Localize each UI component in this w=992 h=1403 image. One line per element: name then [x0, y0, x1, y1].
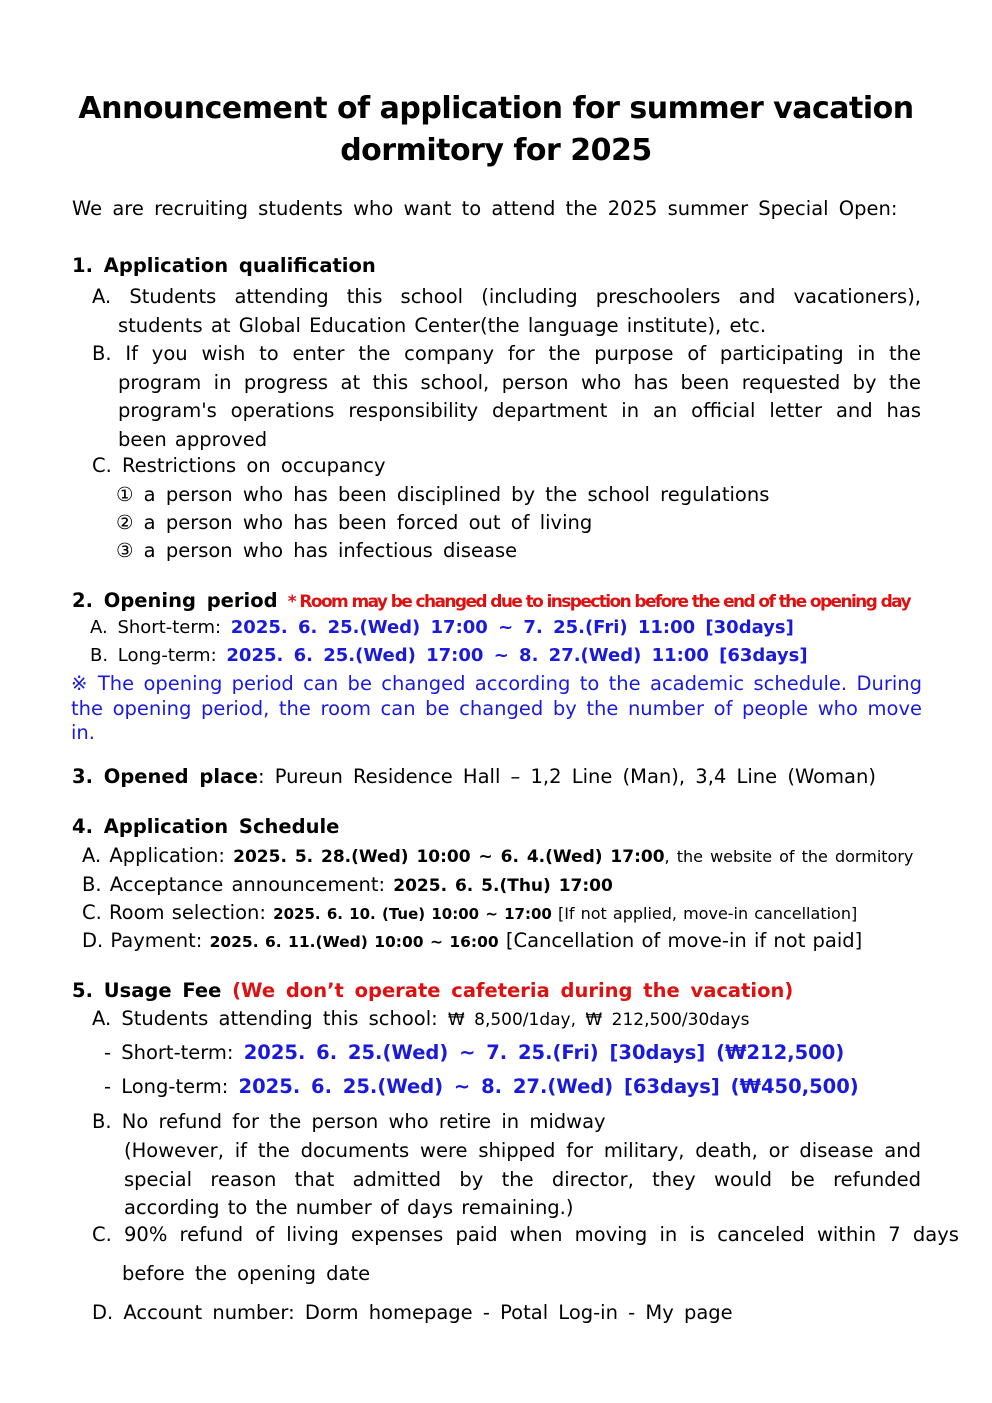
qualification-b: B. If you wish to enter the company for the purpose of participating in the program in progress at this school, person who has been requested by the program's operations responsibility department in an official letter and has been approved: [92, 342, 921, 451]
opening-remark: ※ The opening period can be changed according to the academic schedule. During the opening period, the room can be changed by the number of people who move in.: [71, 672, 922, 744]
fee-a-rate: ₩ 8,500/1day, ₩ 212,500/30days: [447, 1010, 750, 1030]
section-5-header: [72, 978, 793, 1004]
long-term-period: 2025. 6. 25.(Wed) 17:00 ~ 8. 27.(Wed) 11:00 [63days]: [226, 645, 808, 666]
acceptance-date: 2025. 6. 5.(Thu) 17:00: [393, 876, 613, 896]
application-location: , the website of the dormitory: [664, 847, 914, 866]
title-line-2: dormitory for 2025: [340, 133, 652, 168]
fee-b-detail: (However, if the documents were shipped for military, death, or disease and special reason that admitted by the director, they would be refunded according to the number of days remaining.): [124, 1139, 921, 1219]
section-3-heading: 3. Opened place: [72, 765, 258, 788]
acceptance-label: B. Acceptance announcement:: [82, 873, 394, 896]
qualification-c: C. Restrictions on occupancy: [92, 454, 386, 477]
opening-long-term: [90, 643, 808, 669]
schedule-application: [82, 843, 913, 870]
fee-short-term: [104, 1040, 844, 1066]
payment-label: D. Payment:: [82, 929, 210, 952]
long-term-label: B. Long-term:: [90, 645, 227, 666]
fee-long-label: - Long-term:: [104, 1075, 239, 1098]
application-label: A. Application:: [82, 844, 234, 867]
section-2-heading: 2. Opening period: [72, 589, 278, 612]
cafeteria-note: (We don’t operate cafeteria during the vacation): [232, 979, 794, 1002]
short-term-period: 2025. 6. 25.(Wed) 17:00 ~ 7. 25.(Fri) 11:00 [30days]: [230, 617, 794, 638]
room-selection-note: [If not applied, move-in cancellation]: [551, 904, 858, 923]
fee-long-term: [104, 1074, 859, 1100]
section-4-heading: 4. Application Schedule: [72, 815, 340, 838]
room-selection-date: 2025. 6. 10. (Tue) 10:00 ~ 17:00: [273, 905, 552, 923]
application-period: 2025. 5. 28.(Wed) 10:00 ~ 6. 4.(Wed) 17:00: [233, 847, 665, 867]
fee-c-continued: before the opening date: [122, 1262, 371, 1285]
opened-place-value: : Pureun Residence Hall – 1,2 Line (Man), 3,4 Line (Woman): [257, 765, 876, 788]
schedule-room-selection: [82, 900, 857, 927]
opening-short-term: [90, 615, 794, 641]
intro-text: We are recruiting students who want to attend the 2025 summer Special Open:: [72, 197, 898, 220]
section-2-header: [72, 588, 910, 615]
fee-b: B. No refund for the person who retire in midway: [92, 1110, 606, 1133]
section-1-heading: 1. Application qualification: [72, 254, 376, 277]
restriction-2: ② a person who has been forced out of living: [116, 511, 593, 534]
title-line-1: Announcement of application for summer vacation: [78, 91, 914, 126]
fee-c: C. 90% refund of living expenses paid when moving in is canceled within 7 days: [92, 1223, 959, 1246]
fee-d: D. Account number: Dorm homepage - Potal Log-in - My page: [92, 1301, 733, 1324]
section-3: [72, 764, 876, 790]
restriction-3: ③ a person who has infectious disease: [116, 539, 518, 562]
room-selection-label: C. Room selection:: [82, 901, 274, 924]
short-term-label: A. Short-term:: [90, 617, 231, 638]
qualification-a: A. Students attending this school (including preschoolers and vacationers), students at Global Education Center(the language institute), etc.: [92, 285, 921, 337]
page-title: [60, 88, 932, 172]
schedule-acceptance: [82, 872, 613, 899]
room-change-note: * Room may be changed due to inspection before the end of the opening day: [287, 592, 910, 612]
schedule-payment: [82, 928, 862, 955]
payment-date: 2025. 6. 11.(Wed) 10:00 ~ 16:00: [209, 933, 499, 951]
fee-a-label: A. Students attending this school:: [92, 1007, 448, 1030]
fee-short-value: 2025. 6. 25.(Wed) ~ 7. 25.(Fri) [30days] (₩212,500): [243, 1041, 845, 1064]
fee-a: [92, 1006, 749, 1033]
payment-note: [Cancellation of move-in if not paid]: [498, 929, 863, 952]
section-5-heading: 5. Usage Fee: [72, 979, 233, 1002]
fee-short-label: - Short-term:: [104, 1041, 244, 1064]
restriction-1: ① a person who has been disciplined by the school regulations: [116, 483, 770, 506]
fee-long-value: 2025. 6. 25.(Wed) ~ 8. 27.(Wed) [63days] (₩450,500): [238, 1075, 859, 1098]
